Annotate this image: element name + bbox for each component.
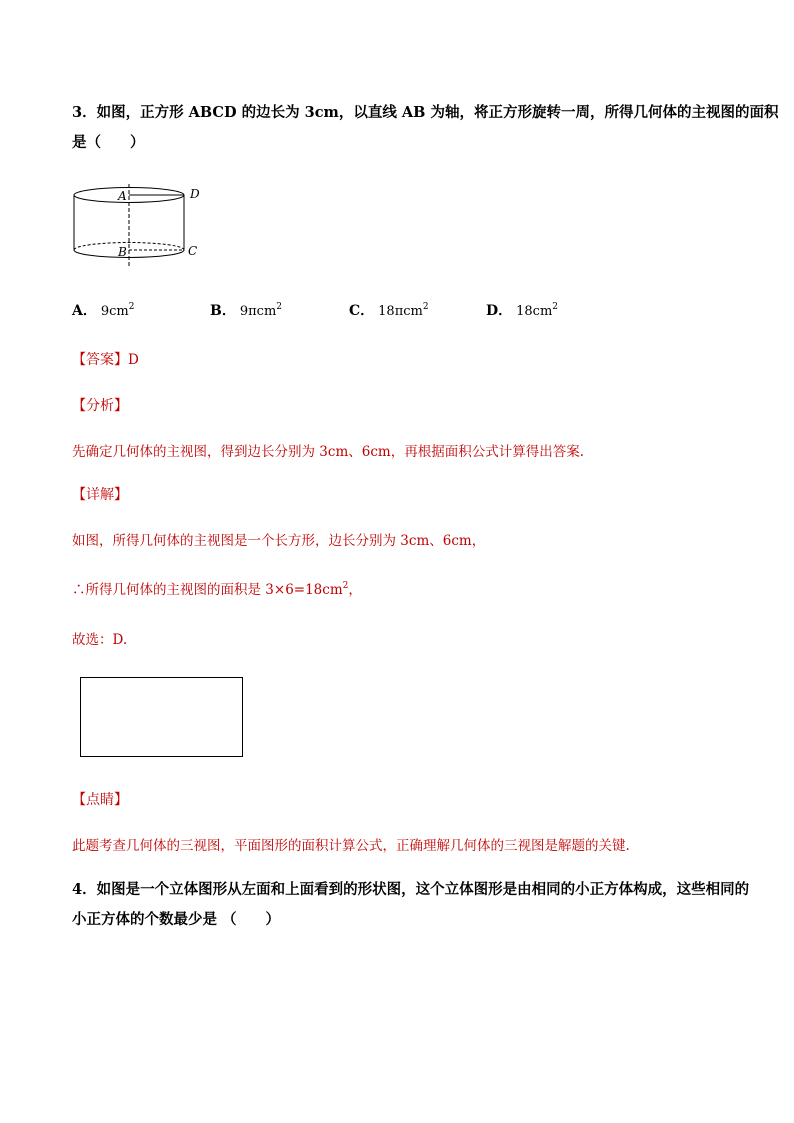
label-A: A <box>118 189 127 203</box>
option-a[interactable] <box>72 300 135 320</box>
option-d-letter: D． <box>486 303 513 319</box>
q3-stem-line1: 3．如图，正方形 ABCD 的边长为 3cm，以直线 AB 为轴，将正方形旋转一周，所得几何体的主视图的面积 <box>72 104 779 121</box>
detail-line1: 如图，所得几何体的主视图是一个长方形，边长分别为 3cm、6cm， <box>72 533 486 549</box>
detail-line2 <box>72 578 362 598</box>
option-c-value: 18πcm <box>378 304 423 319</box>
analysis-label: 【分析】 <box>72 398 128 414</box>
detail-line2-end: ， <box>348 582 362 598</box>
comment-label: 【点睛】 <box>72 792 128 808</box>
option-c-letter: C． <box>349 303 375 319</box>
option-a-value: 9cm <box>100 304 129 319</box>
option-a-sup: 2 <box>128 302 135 312</box>
detail-line2-sup: 2 <box>342 581 349 591</box>
option-a-letter: A． <box>72 303 97 319</box>
q4-stem-line1: 4．如图是一个立体图形从左面和上面看到的形状图，这个立体图形是由相同的小正方体构成，这些相同的 <box>72 881 750 898</box>
option-b-sup: 2 <box>276 302 283 312</box>
analysis-text: 先确定几何体的主视图，得到边长分别为 3cm、6cm，再根据面积公式计算得出答案. <box>72 444 584 460</box>
detail-label: 【详解】 <box>72 487 128 503</box>
option-d-sup: 2 <box>552 302 559 312</box>
option-b-value: 9πcm <box>239 304 277 319</box>
label-D: D <box>190 187 200 201</box>
detail-line3: 故选：D. <box>72 632 128 648</box>
option-d-value: 18cm <box>516 304 553 319</box>
label-C: C <box>188 244 198 258</box>
label-B: B <box>118 245 127 259</box>
cylinder-figure <box>60 180 220 272</box>
option-c[interactable] <box>349 300 429 320</box>
q3-stem-line2: 是（ ） <box>72 134 145 151</box>
option-c-sup: 2 <box>422 302 429 312</box>
answer-label: 【答案】 <box>72 352 128 368</box>
front-view-rectangle <box>80 677 243 757</box>
answer-value: D <box>128 352 139 368</box>
option-b-letter: B． <box>210 303 236 319</box>
option-d[interactable] <box>486 300 558 320</box>
q4-stem-line2: 小正方体的个数最少是 （ ） <box>72 911 281 928</box>
detail-line2-text: ∴所得几何体的主视图的面积是 3×6=18cm <box>72 582 343 598</box>
answer-row <box>72 349 139 369</box>
comment-text: 此题考查几何体的三视图，平面图形的面积计算公式，正确理解几何体的三视图是解题的关键. <box>72 838 630 854</box>
option-b[interactable] <box>210 300 282 320</box>
